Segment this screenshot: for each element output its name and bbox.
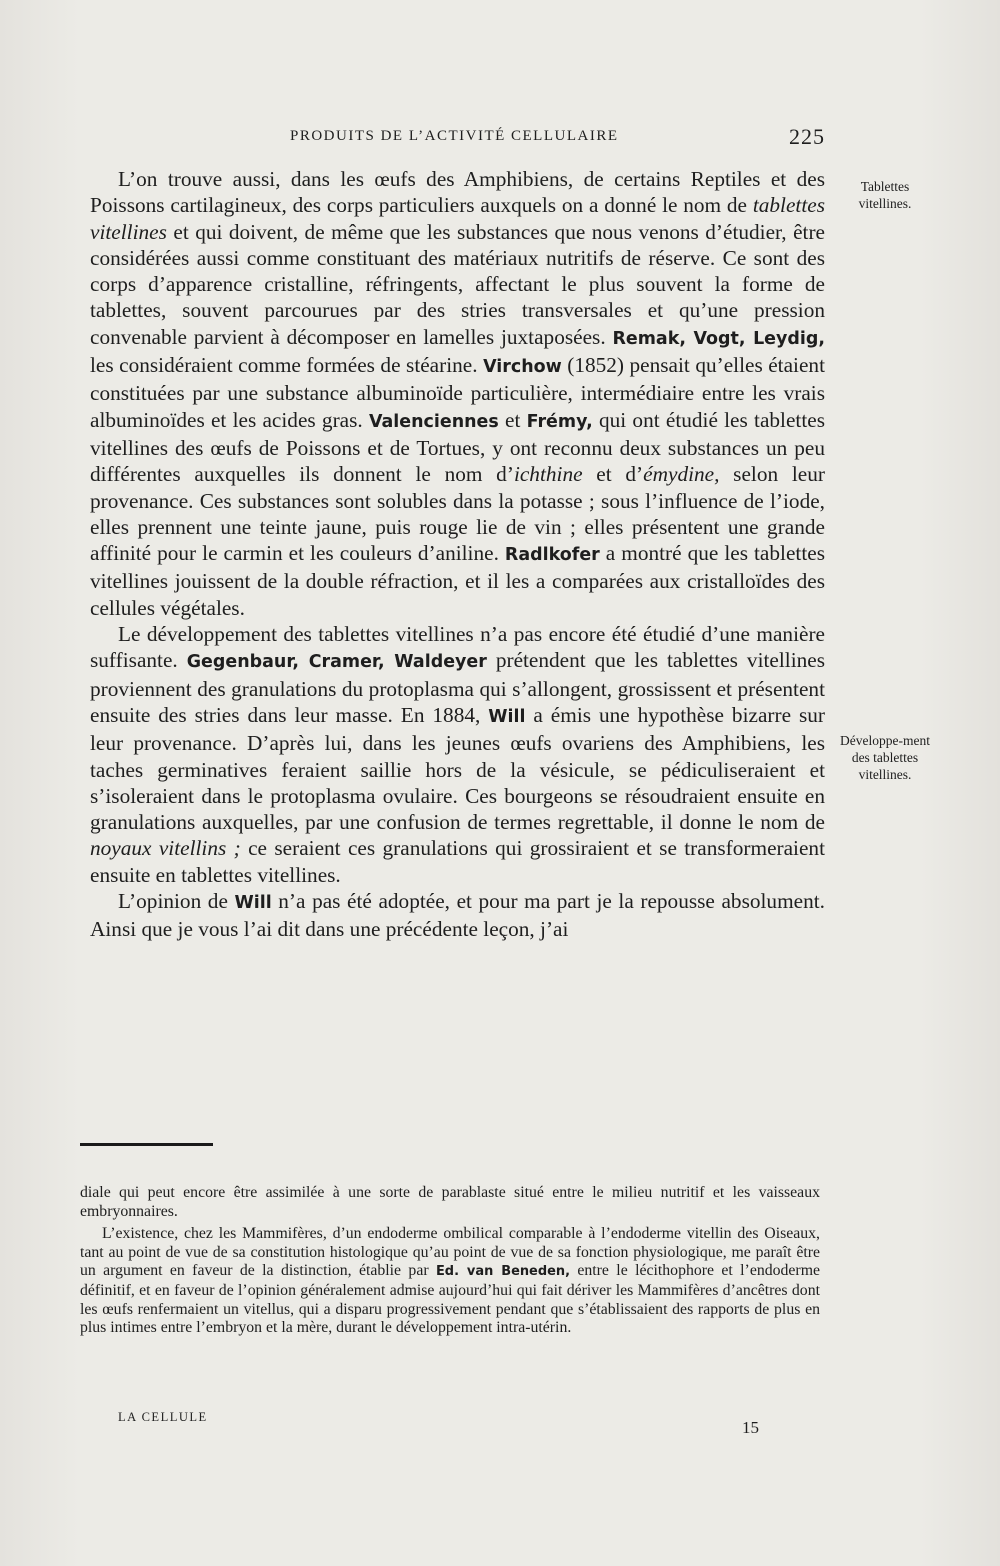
footnotes [80,1184,820,1338]
text-run: prétendent que les tablettes vitellines proviennent des granulations du protoplasma qui s’allongent, grossissent et présentent ensuite des stries dans leur masse. En 1884, [90,648,825,727]
text-run: et [498,407,527,432]
author-name: Valenciennes [368,411,499,432]
author-name: Ed. van Beneden, [435,1264,570,1280]
signature-mark: LA CELLULE [118,1410,208,1424]
sheet-number: 15 [742,1418,759,1437]
italic-term: noyaux vitellins ; [90,836,241,861]
italic-term: ichthine [513,462,583,487]
text-run: et d’ [582,462,644,487]
text-run: a montré que les tablettes vitellines jouissent de la double réfraction, et il les a comparées aux cristalloïdes des cellules végétales. [90,541,825,620]
running-title: PRODUITS DE L’ACTIVITÉ CELLULAIRE [290,128,619,144]
paragraph-opinion [90,888,825,943]
text-run: entre le lécithophore et l’endoderme définitif, et en faveur de l’opinion généralement admise aujourd’hui qui fait dériver les Mammifères d’ancêtres dont les œufs renfermaient un vitellus, qui a disparu progressivement pendant que s’établissaient des rapports de plus en plus intimes entre l’embryon et la mère, durant le développement intra-utérin. [80,1262,820,1337]
paragraph-tablettes [90,166,825,621]
author-names: Gegenbaur, Cramer, Waldeyer [186,652,487,673]
footnote-continuation: diale qui peut encore être assimilée à une sorte de parablaste situé entre le milieu nutritif et les vaisseaux embryonnaires. [80,1184,820,1220]
main-text [90,166,825,943]
text-run: a émis une hypothèse bizarre sur leur provenance. D’après lui, dans les jeunes œufs ovariens des Amphibiens, les taches germinatives feraient saillie hors de la vésicule, se pédiculiseraient et s’isoleraient dans le protoplasma ovulaire. Ces bourgeons se résoudraient ensuite en granulations auxquelles, par une confusion de termes regrettable, il donne le nom de [90,702,826,835]
text-run: (1852) pensait qu’elles étaient constituées par une substance albuminoïde particulière, intermédiaire entre les vrais albuminoïdes et les acides gras. [90,353,825,432]
author-names: Remak, Vogt, Leydig, [612,328,825,349]
text-run: qui ont étudié les tablettes vitellines des œufs de Poissons et de Tortues, y ont reconnu deux substances un peu différentes auxquelles ils donnent le nom d’ [90,407,825,487]
text-run: L’on trouve aussi, dans les œufs des Amphibiens, de certains Reptiles et des Poissons cartilagineux, des corps particuliers auxquels on a donné le nom de [90,167,825,218]
margin-note-tablettes: Tablettes vitellines. [858,179,912,211]
text-run: L’existence, chez les Mammifères, d’un endoderme ombilical comparable à l’endoderme vitellin des Oiseaux, tant au point de vue de sa constitution histologique qu’au point de vue de sa fonction physiologique, me paraît être un argument en faveur de la distinction, établie par [80,1225,820,1280]
author-name: Will [488,706,526,727]
author-name: Frémy, [526,411,593,432]
author-name: Will [234,893,272,914]
text-run: L’opinion de [118,889,235,914]
footnote-rule [80,1143,213,1146]
italic-term: tablettes vitellines [90,193,825,244]
text-run: selon leur provenance. Ces substances sont solubles dans la potasse ; sous l’influence de l’iode, elles prennent une teinte jaune, puis rouge lie de vin ; elles présentent une grande affinité pour le carmin et les couleurs d’aniline. [90,462,825,566]
author-name: Virchow [483,357,562,378]
text-run: Le développement des tablettes vitellines n’a pas encore été étudié d’une manière suffisante. [90,622,825,673]
italic-term: émydine, [643,462,720,487]
footnote-paragraph [80,1225,820,1338]
page-number: 225 [789,124,825,149]
paragraph-developpement [90,621,825,888]
text-run: et qui doivent, de même que les substances que nous venons d’étudier, être considérées aussi comme constituant des matériaux nutritifs de réserve. Ce sont des corps d’apparence cristalline, réfringents, affectant le plus souvent la forme de tablettes, souvent parcourues par des stries transversales et qu’une pression convenable parvient à décomposer en lamelles juxtaposées. [90,219,825,349]
author-name: Radlkofer [504,545,600,566]
text-run: les considéraient comme formées de stéarine. [90,353,484,378]
text-run: ce seraient ces granulations qui grossiraient et se transformeraient ensuite en tablettes vitellines. [90,836,825,887]
text-run: n’a pas été adoptée, et pour ma part je la repousse absolument. Ainsi que je vous l’ai dit dans une précédente leçon, j’ai [90,889,825,942]
margin-note-developpement: Développe-ment des tablettes vitellines. [840,733,930,782]
